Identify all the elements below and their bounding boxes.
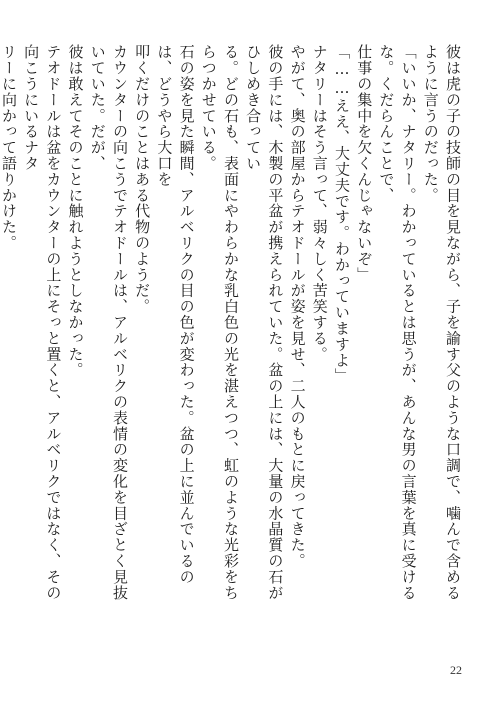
- text-line: 彼は敢えてそのことに触れようとしなかった。: [66, 44, 85, 378]
- text-line: 叩くだけのことはある代物のようだ。: [133, 44, 152, 315]
- page-number: 22: [450, 663, 462, 677]
- text-line: 彼の手には、木製の平盆が携えられていた。盆の上には、大量の水晶質の石がひしめき合ってい: [244, 44, 285, 601]
- text-line: テオドールは盆をカウンターの上にそっと置くと、アルベリクではなく、その向こうにいるナタ: [22, 44, 63, 601]
- text-line: カウンターの向こうでテオドールは、アルベリクの表情の変化を目ざとく見抜いていた。だが、: [88, 44, 129, 601]
- text-line: 彼は虎の子の技師の目を見ながら、子を諭す父のような口調で、噛んで含めるように言うのだった。: [421, 44, 462, 601]
- text-line: る。どの石も、表面にやわらかな乳白色の光を湛えつつ、虹のような光彩をちらつかせている。: [199, 44, 240, 601]
- vertical-text-block: [0, 44, 464, 610]
- text-line: リーに向かって語りかけた。: [0, 44, 18, 251]
- text-line: やがて、奥の部屋からテオドールが姿を見せ、二人のもとに戻ってきた。: [288, 44, 307, 569]
- text-line: 仕事の集中を欠くんじゃないぞ」: [355, 44, 374, 283]
- text-line: 「……ええ、大丈夫です。わかっていますよ」: [332, 44, 351, 384]
- text-line: 石の姿を見た瞬間、アルベリクの目の色が変わった。盆の上に並んでいるのは、どうやら大口を: [155, 44, 196, 585]
- text-line: 「いいか、ナタリー。わかっているとは思うが、あんな男の言葉を真に受けるな。くだらんことで、: [377, 44, 418, 601]
- text-line: ナタリーはそう言って、弱々しく苦笑する。: [310, 44, 329, 362]
